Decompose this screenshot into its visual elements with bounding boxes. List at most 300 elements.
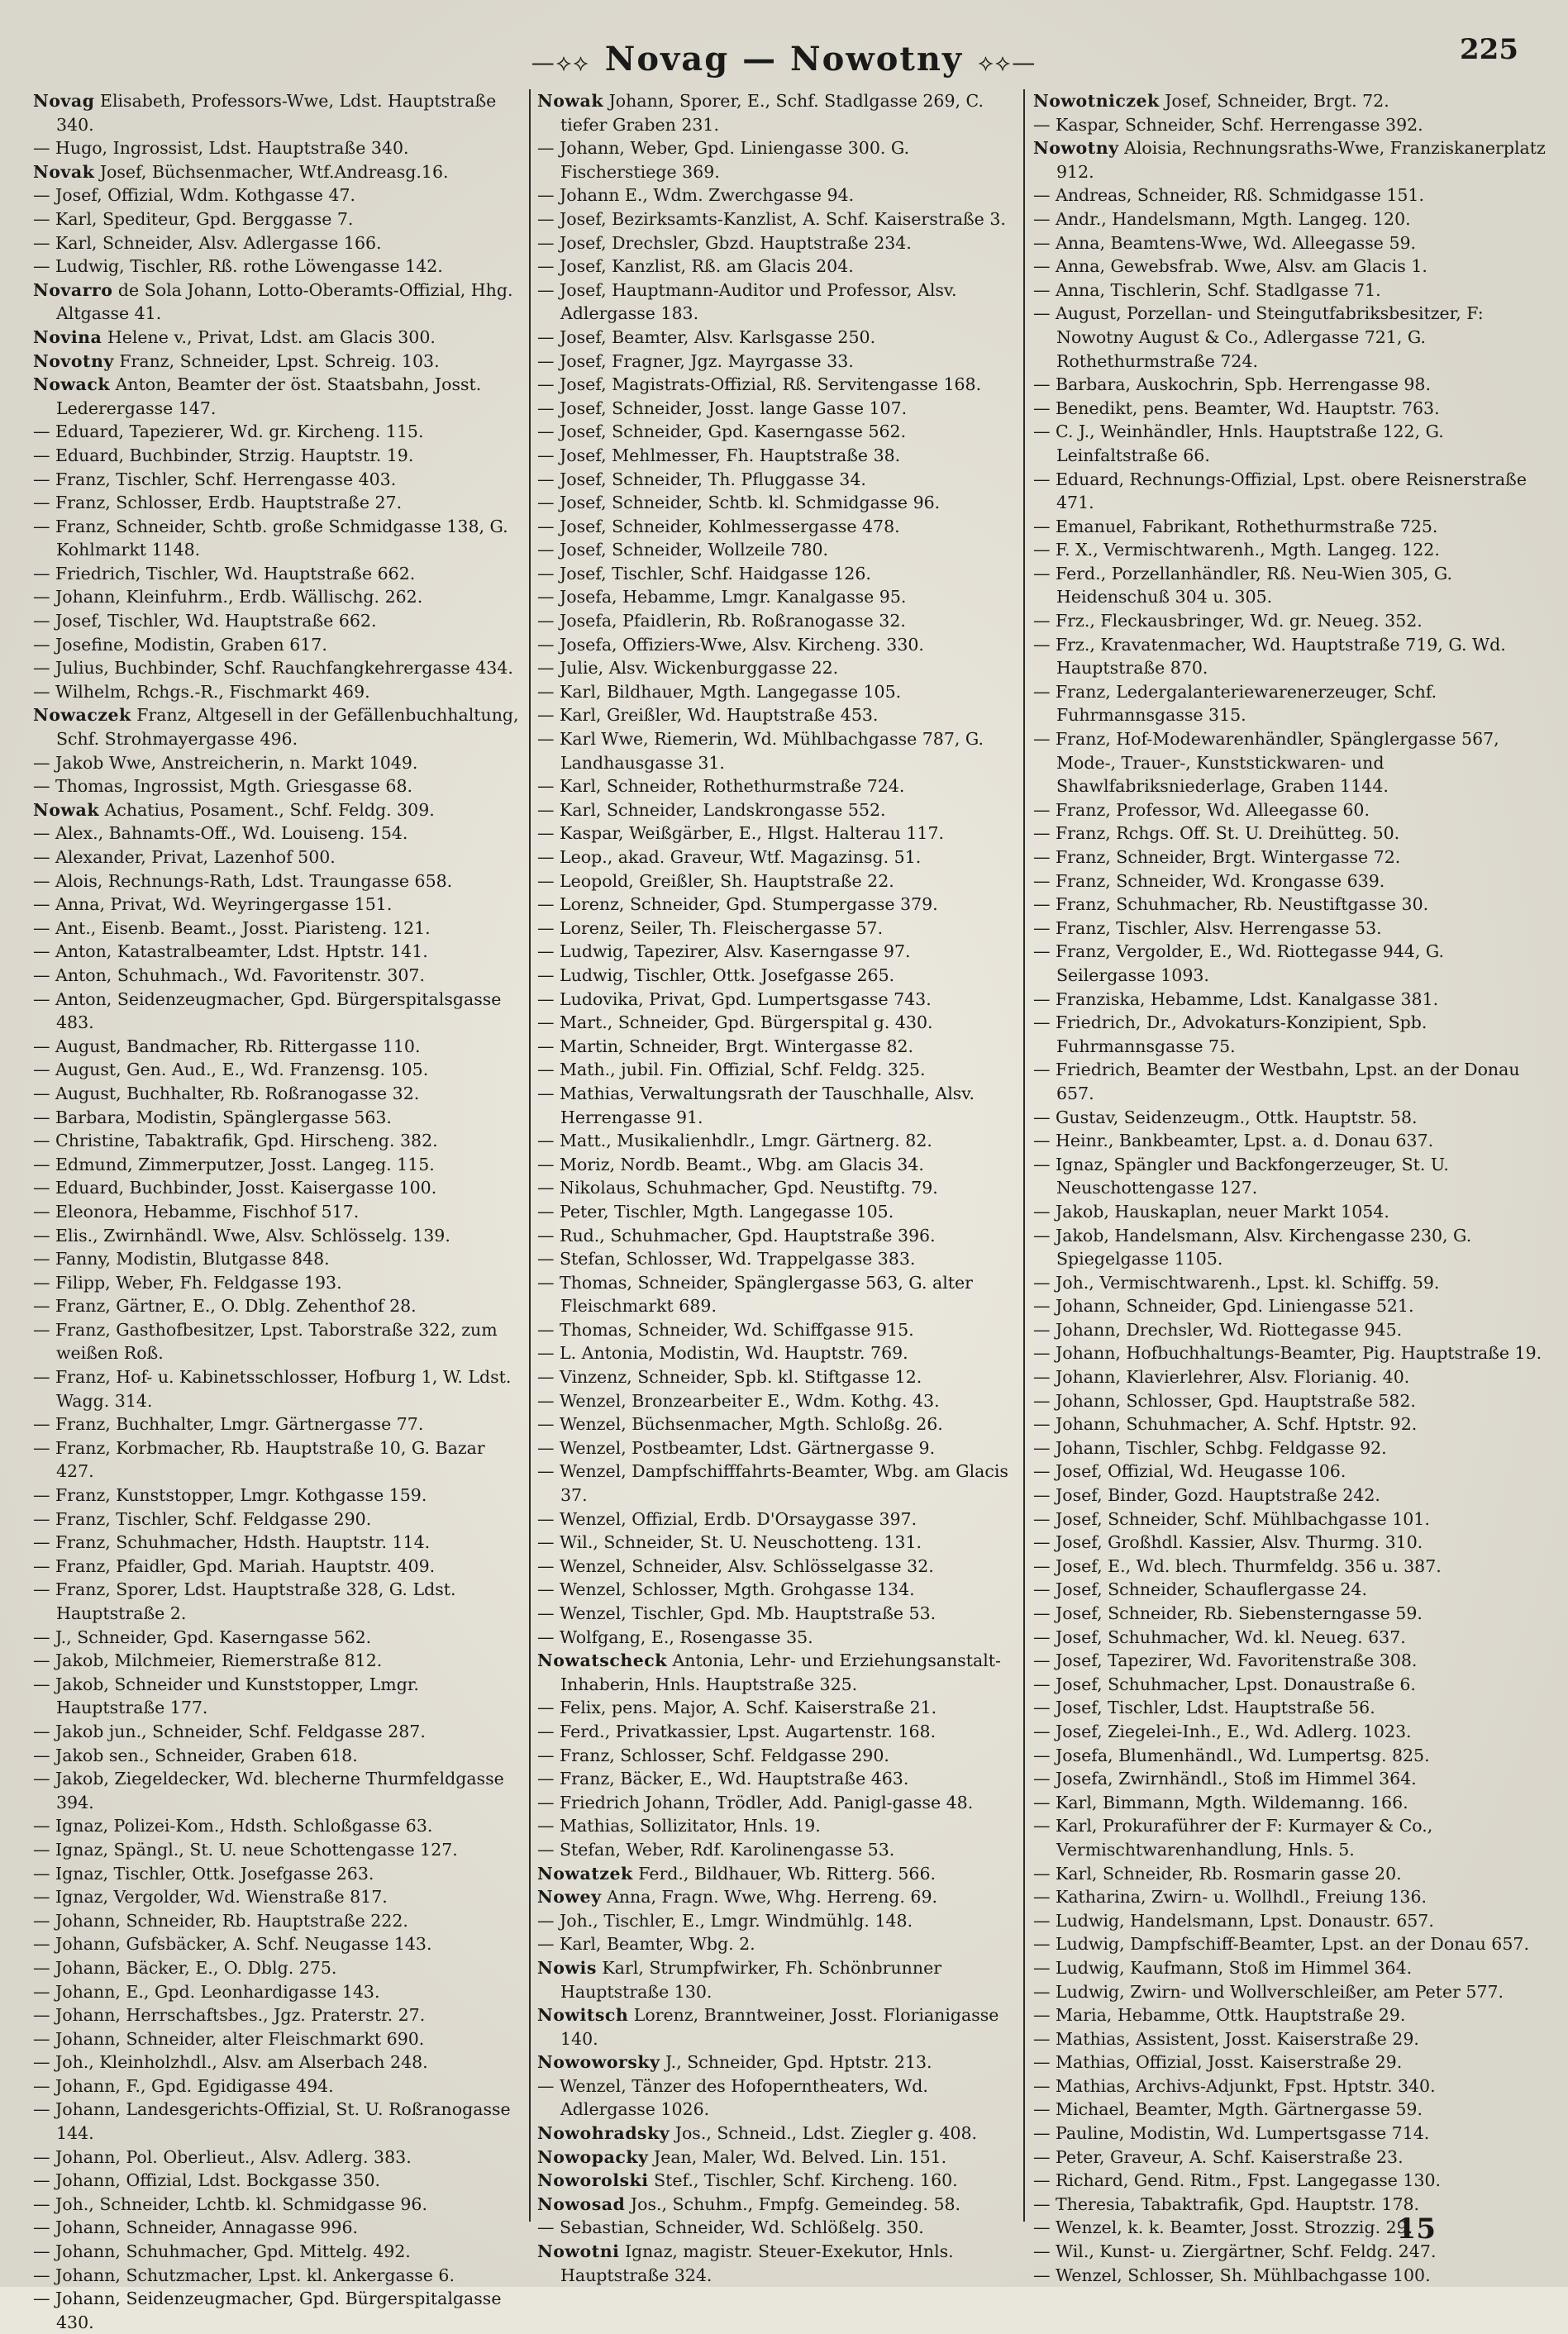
ornament-right: ⟡⟡— <box>978 49 1037 76</box>
entry-text: — Josef, Schuhmacher, Wd. kl. Neueg. 637. <box>1033 1627 1406 1647</box>
directory-entry <box>33 869 521 893</box>
entry-text: — Johann, Pol. Oberlieut., Alsv. Adlerg. 383. <box>33 2146 412 2167</box>
entry-text: — Theresia, Tabaktrafik, Gpd. Hauptstr. 178. <box>1033 2193 1420 2214</box>
directory-entry <box>537 893 1017 917</box>
directory-entry <box>537 326 1017 350</box>
entry-text: — Jakob jun., Schneider, Schf. Feldgasse 287. <box>33 1721 426 1741</box>
entry-text: — Josef, Schneider, Kohlmessergasse 478. <box>537 516 900 536</box>
entry-text: — Franz, Sporer, Ldst. Hauptstraße 328, G. Ldst. Hauptstraße 2. <box>33 1579 456 1623</box>
entry-surname: Nowosad <box>537 2193 626 2214</box>
entry-text: — Josef, Offizial, Wdm. Kothgasse 47. <box>33 185 356 206</box>
entry-surname: Nowatscheck <box>537 1650 667 1671</box>
entry-text: — Franz, Tischler, Schf. Herrengasse 403. <box>33 469 397 489</box>
entry-text: — Ludwig, Tapezirer, Alsv. Kaserngasse 97. <box>537 941 911 962</box>
directory-entry <box>33 89 521 136</box>
directory-entry <box>33 964 521 988</box>
directory-entry <box>537 1909 1017 1933</box>
entry-text: — F. X., Vermischtwarenh., Mgth. Langeg. 122. <box>1033 540 1440 560</box>
directory-entry <box>1033 1673 1546 1697</box>
directory-entry <box>1033 1862 1546 1886</box>
entry-text: — Jakob, Handelsmann, Alsv. Kirchengasse 230, G. Spiegelgasse 1105. <box>1033 1225 1472 1269</box>
directory-entry <box>33 2240 521 2264</box>
entry-text: — Josef, E., Wd. blech. Thurmfeldg. 356 u. 387. <box>1033 1555 1442 1576</box>
entry-text: — Karl, Bildhauer, Mgth. Langegasse 105. <box>537 681 902 702</box>
entry-text: — Edmund, Zimmerputzer, Josst. Langeg. 115. <box>33 1154 435 1174</box>
entry-text: — Johann, Schuhmacher, Gpd. Mittelg. 492. <box>33 2241 411 2262</box>
entry-text: — Johann, Klavierlehrer, Alsv. Florianig. 40. <box>1033 1367 1410 1388</box>
entry-text: — Ludovika, Privat, Gpd. Lumpertsgasse 743. <box>537 988 932 1009</box>
directory-entry <box>33 183 521 207</box>
directory-entry <box>1033 1885 1546 1909</box>
directory-columns <box>33 89 1546 2332</box>
entry-text: — Wenzel, Postbeamter, Ldst. Gärtnergasse 9. <box>537 1437 936 1458</box>
entry-text: — Franz, Schuhmacher, Rb. Neustiftgasse 30. <box>1033 894 1429 915</box>
directory-entry <box>33 1200 521 1224</box>
directory-entry <box>1033 1696 1546 1720</box>
directory-entry <box>33 1578 521 1625</box>
directory-entry <box>537 2122 1017 2146</box>
directory-entry <box>537 1885 1017 1909</box>
directory-entry <box>33 2216 521 2240</box>
directory-entry <box>1033 183 1546 207</box>
entry-text: — Johann, Schneider, alter Fleischmarkt 690. <box>33 2028 425 2049</box>
entry-text: — Franz, Ledergalanteriewarenerzeuger, Schf. Fuhrmannsgasse 315. <box>1033 681 1437 726</box>
entry-text: — Leop., akad. Graveur, Wtf. Magazinsg. 51. <box>537 847 922 867</box>
entry-text: — Franz, Gasthofbesitzer, Lpst. Taborstraße 322, zum weißen Roß. <box>33 1319 498 1364</box>
directory-entry <box>537 89 1017 136</box>
directory-entry <box>33 1885 521 1909</box>
entry-text: — Jakob, Hauskaplan, neuer Markt 1054. <box>1033 1201 1389 1222</box>
entry-text: — Wenzel, Tänzer des Hofoperntheaters, Wd. Adlergasse 1026. <box>537 2075 928 2120</box>
entry-text: — Anton, Schuhmach., Wd. Favoritenstr. 307. <box>33 965 425 985</box>
directory-entry <box>1033 822 1546 845</box>
entry-text: — Wenzel, Tischler, Gpd. Mb. Hauptstraße 53. <box>537 1603 937 1623</box>
entry-text: Stef., Tischler, Schf. Kircheng. 160. <box>654 2170 958 2191</box>
entry-text: — Fanny, Modistin, Blutgasse 848. <box>33 1249 330 1269</box>
directory-entry <box>33 680 521 704</box>
entry-text: — August, Gen. Aud., E., Wd. Franzensg. 105. <box>33 1060 429 1080</box>
directory-entry <box>33 1436 521 1484</box>
directory-entry <box>33 1862 521 1886</box>
entry-text: — Friedrich Johann, Trödler, Add. Panigl-gasse 48. <box>537 1792 974 1812</box>
entry-text: — Alois, Rechnungs-Rath, Ldst. Traungasse 658. <box>33 870 453 891</box>
directory-entry <box>33 2003 521 2027</box>
entry-text: — Josef, Tischler, Wd. Hauptstraße 662. <box>33 611 377 631</box>
directory-entry <box>1033 2051 1546 2074</box>
directory-entry <box>33 491 521 515</box>
directory-entry <box>1033 136 1546 183</box>
directory-entry <box>1033 468 1546 515</box>
entry-surname: Nowotniczek <box>1033 91 1160 111</box>
directory-entry <box>33 1720 521 1744</box>
directory-entry <box>537 1058 1017 1082</box>
entry-text: — Mathias, Verwaltungsrath der Tauschhalle, Alsv. Herrengasse 91. <box>537 1083 975 1127</box>
entry-text: — Franz, Bäcker, E., Wd. Hauptstraße 463. <box>537 1769 909 1789</box>
entry-text: — Karl, Prokuraführer der F: Kurmayer & Co., Vermischtwarenhandlung, Hnls. 5. <box>1033 1816 1433 1860</box>
directory-entry <box>33 1484 521 1508</box>
entry-surname: Nowak <box>33 799 100 820</box>
entry-text: — Ant., Eisenb. Beamt., Josst. Piaristeng. 121. <box>33 917 431 938</box>
entry-text: — Franz, Tischler, Schf. Feldgasse 290. <box>33 1508 372 1529</box>
entry-text: — Nikolaus, Schuhmacher, Gpd. Neustiftg. 79. <box>537 1178 938 1198</box>
signature-mark: 15 <box>1396 2213 1436 2246</box>
directory-entry <box>537 1932 1017 1956</box>
directory-entry <box>537 1247 1017 1271</box>
directory-entry <box>33 585 521 609</box>
directory-entry <box>1033 1341 1546 1365</box>
entry-text: — Karl, Bimmann, Mgth. Wildemanng. 166. <box>1033 1792 1408 1812</box>
entry-text: — Julius, Buchbinder, Schf. Rauchfangkehrergasse 434. <box>33 658 513 679</box>
entry-text: — Anton, Katastralbeamter, Ldst. Hptstr. 141. <box>33 941 428 962</box>
entry-text: — August, Buchhalter, Rb. Roßranogasse 32. <box>33 1083 420 1103</box>
directory-entry <box>33 1767 521 1814</box>
entry-text: — Wenzel, Dampfschifffahrts-Beamter, Wbg. am Glacis 37. <box>537 1461 1008 1506</box>
entry-text: — Josef, Schneider, Rb. Siebensterngasse 59. <box>1033 1603 1423 1623</box>
directory-entry <box>537 538 1017 562</box>
entry-text: — Karl, Schneider, Rb. Rosmarin gasse 20. <box>1033 1863 1402 1884</box>
directory-entry <box>537 2146 1017 2170</box>
entry-text: — Josef, Offizial, Wd. Heugasse 106. <box>1033 1461 1346 1482</box>
entry-text: — August, Bandmacher, Rb. Rittergasse 110. <box>33 1036 421 1056</box>
directory-entry <box>33 988 521 1035</box>
entry-text: — Franz, Buchhalter, Lmgr. Gärtnergasse 77. <box>33 1414 424 1435</box>
entry-text: — Josef, Schneider, Wollzeile 780. <box>537 540 829 560</box>
directory-entry <box>1033 1389 1546 1413</box>
entry-text: — Franz, Schneider, Brgt. Wintergasse 72. <box>1033 847 1401 867</box>
directory-entry <box>33 845 521 869</box>
directory-entry <box>33 207 521 231</box>
directory-entry <box>33 1673 521 1720</box>
entry-text: — Jakob, Milchmeier, Riemerstraße 812. <box>33 1650 383 1671</box>
directory-entry <box>1033 2074 1546 2098</box>
entry-text: — Lorenz, Seiler, Th. Fleischergasse 57. <box>537 917 884 938</box>
entry-text: — Filipp, Weber, Fh. Feldgasse 193. <box>33 1272 342 1293</box>
directory-entry <box>33 1365 521 1412</box>
entry-text: — Jakob sen., Schneider, Graben 618. <box>33 1745 358 1765</box>
entry-text: — Josef, Tischler, Schf. Haidgasse 126. <box>537 563 871 584</box>
entry-text: — Friedrich, Beamter der Westbahn, Lpst. an der Donau 657. <box>1033 1060 1520 1103</box>
entry-surname: Nowoworsky <box>537 2052 660 2073</box>
entry-text: Johann, Sporer, E., Schf. Stadlgasse 269, C. tiefer Graben 231. <box>560 91 984 135</box>
directory-entry <box>1033 1294 1546 1318</box>
directory-entry <box>537 1956 1017 2003</box>
directory-entry <box>537 1176 1017 1200</box>
entry-text: — Josef, Großhdl. Kassier, Alsv. Thurmg. 310. <box>1033 1532 1423 1553</box>
entry-text: Antonia, Lehr- und Erziehungsanstalt-Inhaberin, Hnls. Hauptstraße 325. <box>560 1650 1001 1694</box>
entry-text: — Josef, Beamter, Alsv. Karlsgasse 250. <box>537 326 876 347</box>
entry-text: — Peter, Graveur, A. Schf. Kaiserstraße 23. <box>1033 2146 1404 2167</box>
directory-entry <box>1033 869 1546 893</box>
entry-text: — Benedikt, pens. Beamter, Wd. Hauptstr. 763. <box>1033 398 1440 418</box>
entry-text: — Wolfgang, E., Rosengasse 35. <box>537 1627 813 1647</box>
directory-entry <box>537 491 1017 515</box>
entry-surname: Nowaczek <box>33 705 131 726</box>
directory-entry <box>537 2216 1017 2240</box>
directory-entry <box>537 373 1017 397</box>
directory-entry <box>33 279 521 326</box>
directory-entry <box>33 562 521 586</box>
entry-text: — Franz, Hof-Modewarenhändler, Spänglergasse 567, Mode-, Trauer-, Kunststickwaren- und Shawlfabriksniederlage, Graben 1144. <box>1033 729 1499 797</box>
directory-entry <box>1033 1555 1546 1579</box>
entry-text: — L. Antonia, Modistin, Wd. Hauptstr. 769. <box>537 1343 908 1364</box>
directory-entry <box>33 2051 521 2074</box>
directory-entry <box>33 656 521 680</box>
entry-text: — Frz., Fleckausbringer, Wd. gr. Neueg. 352. <box>1033 611 1423 631</box>
directory-entry <box>1033 1129 1546 1153</box>
entry-text: — Ludwig, Dampfschiff-Beamter, Lpst. an der Donau 657. <box>1033 1934 1529 1955</box>
entry-text: — Karl, Beamter, Wbg. 2. <box>537 1934 755 1955</box>
directory-entry <box>537 585 1017 609</box>
directory-entry <box>537 964 1017 988</box>
entry-text: Anton, Beamter der öst. Staatsbahn, Josst. Lederergasse 147. <box>56 374 482 418</box>
directory-entry <box>33 420 521 444</box>
directory-entry <box>537 350 1017 374</box>
directory-entry <box>537 1814 1017 1838</box>
directory-entry <box>537 1412 1017 1436</box>
entry-text: — Jakob, Ziegeldecker, Wd. blecherne Thurmfeldgasse 394. <box>33 1769 504 1812</box>
directory-entry <box>1033 2240 1546 2264</box>
directory-entry <box>537 1460 1017 1507</box>
directory-entry <box>537 397 1017 421</box>
directory-entry <box>33 255 521 279</box>
directory-entry <box>33 1932 521 1956</box>
directory-entry <box>537 1744 1017 1768</box>
entry-text: — Ludwig, Tischler, Ottk. Josefgasse 265. <box>537 965 895 985</box>
directory-entry <box>1033 2027 1546 2051</box>
entry-text: — Leopold, Greißler, Sh. Hauptstraße 22. <box>537 870 894 891</box>
entry-text: — Ludwig, Zwirn- und Wollverschleißer, am Peter 577. <box>1033 1981 1504 2002</box>
entry-text: — Ferd., Porzellanhändler, Rß. Neu-Wien 305, G. Heidenschuß 304 u. 305. <box>1033 563 1452 607</box>
directory-entry <box>1033 1767 1546 1791</box>
entry-text: — Ignaz, Tischler, Ottk. Josefgasse 263. <box>33 1863 374 1884</box>
entry-text: — Josefa, Hebamme, Lmgr. Kanalgasse 95. <box>537 587 907 607</box>
directory-entry <box>33 1129 521 1153</box>
directory-entry <box>33 893 521 917</box>
entry-text: — Felix, pens. Major, A. Schf. Kaiserstraße 21. <box>537 1698 937 1718</box>
entry-text: — Franz, Vergolder, E., Wd. Riottegasse 944, G. Seilergasse 1093. <box>1033 941 1445 985</box>
entry-text: — Kaspar, Schneider, Schf. Herrengasse 392. <box>1033 114 1423 135</box>
directory-entry <box>1033 893 1546 917</box>
directory-entry <box>537 562 1017 586</box>
entry-text: Franz, Schneider, Lpst. Schreig. 103. <box>119 350 440 371</box>
directory-entry <box>1033 1106 1546 1130</box>
directory-entry <box>33 1082 521 1106</box>
entry-text: Helene v., Privat, Ldst. am Glacis 300. <box>107 326 436 347</box>
entry-text: — Barbara, Auskochrin, Spb. Herrengasse 98. <box>1033 374 1431 395</box>
directory-entry <box>33 326 521 350</box>
directory-entry <box>537 2074 1017 2122</box>
directory-entry <box>33 1838 521 1862</box>
entry-text: — Franz, Schuhmacher, Hdsth. Hauptstr. 114. <box>33 1532 431 1553</box>
directory-entry <box>537 1602 1017 1626</box>
directory-entry <box>33 2074 521 2098</box>
directory-entry <box>1033 917 1546 941</box>
entry-text: — Julie, Alsv. Wickenburggasse 22. <box>537 658 839 679</box>
entry-surname: Noworolski <box>537 2170 649 2191</box>
entry-text: — Sebastian, Schneider, Wd. Schlößelg. 350. <box>537 2217 924 2238</box>
directory-entry <box>1033 1200 1546 1224</box>
directory-entry <box>1033 680 1546 727</box>
directory-entry <box>33 1555 521 1579</box>
entry-text: — Josef, Tischler, Ldst. Hauptstraße 56. <box>1033 1698 1375 1718</box>
directory-entry <box>33 633 521 657</box>
directory-entry <box>537 2051 1017 2074</box>
directory-entry <box>537 1153 1017 1177</box>
entry-text: — Wenzel, Offizial, Erdb. D'Orsaygasse 397. <box>537 1508 917 1529</box>
entry-text: — Karl, Spediteur, Gpd. Berggasse 7. <box>33 208 354 229</box>
entry-text: — Thomas, Ingrossist, Mgth. Griesgasse 68. <box>33 776 413 797</box>
entry-text: Ignaz, magistr. Steuer-Exekutor, Hnls. Hauptstraße 324. <box>560 2241 954 2285</box>
directory-entry <box>1033 207 1546 231</box>
entry-text: — Johann, Schneider, Annagasse 996. <box>33 2217 359 2238</box>
directory-entry <box>1033 727 1546 798</box>
entry-text: — Johann, Seidenzeugmacher, Gpd. Bürgerspitalgasse 430. <box>33 2289 502 2332</box>
entry-text: — Josef, Tapezirer, Wd. Favoritenstraße 308. <box>1033 1650 1418 1671</box>
directory-entry <box>537 1626 1017 1650</box>
directory-entry <box>1033 1791 1546 1815</box>
directory-entry <box>33 1508 521 1531</box>
entry-text: — Franz, Schlosser, Schf. Feldgasse 290. <box>537 1745 889 1765</box>
directory-entry <box>537 1224 1017 1248</box>
page-header <box>33 25 1535 79</box>
directory-entry <box>1033 2264 1546 2288</box>
entry-text: — Franz, Professor, Wd. Alleegasse 60. <box>1033 799 1370 820</box>
entry-text: — Andreas, Schneider, Rß. Schmidgasse 151. <box>1033 185 1424 206</box>
directory-entry <box>537 1531 1017 1555</box>
entry-text: — Johann, F., Gpd. Egidigasse 494. <box>33 2075 334 2096</box>
directory-entry <box>33 798 521 822</box>
directory-entry <box>33 444 521 468</box>
entry-text: — Mathias, Archivs-Adjunkt, Fpst. Hptstr. 340. <box>1033 2075 1436 2096</box>
entry-text: — Franz, Tischler, Alsv. Herrengasse 53. <box>1033 917 1382 938</box>
directory-entry <box>33 2098 521 2145</box>
entry-text: — Josef, Schuhmacher, Lpst. Donaustraße 6. <box>1033 1674 1416 1694</box>
entry-text: — Josef, Hauptmann-Auditor und Professor, Alsv. Adlergasse 183. <box>537 279 957 324</box>
entry-text: — Anna, Privat, Wd. Weyringergasse 151. <box>33 894 393 915</box>
entry-text: — Pauline, Modistin, Wd. Lumpertsgasse 714. <box>1033 2123 1430 2144</box>
entry-surname: Novag <box>33 91 95 111</box>
directory-entry <box>537 207 1017 231</box>
directory-entry <box>1033 1932 1546 1956</box>
entry-text: — Josef, Drechsler, Gbzd. Hauptstraße 234. <box>537 232 912 253</box>
page-number: 225 <box>1460 33 1518 66</box>
entry-text: — Rud., Schuhmacher, Gpd. Hauptstraße 396. <box>537 1225 936 1246</box>
directory-entry <box>537 609 1017 633</box>
directory-entry <box>1033 1271 1546 1295</box>
directory-entry <box>537 1436 1017 1460</box>
directory-entry <box>537 703 1017 727</box>
directory-entry <box>33 1744 521 1768</box>
entry-text: — Johann, Tischler, Schbg. Feldgasse 92. <box>1033 1437 1387 1458</box>
entry-text: — Hugo, Ingrossist, Ldst. Hauptstraße 340. <box>33 138 409 159</box>
directory-entry <box>1033 302 1546 373</box>
entry-text: — Thomas, Schneider, Spänglergasse 563, G. alter Fleischmarkt 689. <box>537 1272 973 1317</box>
entry-text: — Moriz, Nordb. Beamt., Wbg. am Glacis 34. <box>537 1154 924 1174</box>
entry-text: — Josef, Schneider, Schtb. kl. Schmidgasse 96. <box>537 493 941 513</box>
entry-text: — Wenzel, Schlosser, Sh. Mühlbachgasse 100. <box>1033 2265 1431 2285</box>
entry-text: — Eduard, Rechnungs-Offizial, Lpst. obere Reisnerstraße 471. <box>1033 469 1527 513</box>
entry-text: — Christine, Tabaktrafik, Gpd. Hirscheng. 382. <box>33 1131 438 1151</box>
directory-entry <box>1033 89 1546 113</box>
entry-text: — Heinr., Bankbeamter, Lpst. a. d. Donau 637. <box>1033 1131 1434 1151</box>
entry-text: — Eduard, Tapezierer, Wd. gr. Kircheng. 115. <box>33 422 424 442</box>
entry-text: — Alexander, Privat, Lazenhof 500. <box>33 847 336 867</box>
entry-text: — Emanuel, Fabrikant, Rothethurmstraße 725. <box>1033 516 1438 536</box>
directory-entry <box>537 1862 1017 1886</box>
entry-text: — Stefan, Schlosser, Wd. Trappelgasse 383. <box>537 1249 916 1269</box>
entry-text: — Johann, Schuhmacher, A. Schf. Hptstr. 92. <box>1033 1414 1418 1435</box>
directory-entry <box>537 444 1017 468</box>
directory-entry <box>537 1791 1017 1815</box>
entry-text: — Johann, Schlosser, Gpd. Hauptstraße 582. <box>1033 1390 1416 1411</box>
directory-entry <box>537 1720 1017 1744</box>
directory-entry <box>1033 1484 1546 1508</box>
directory-entry <box>1033 609 1546 633</box>
entry-surname: Novina <box>33 326 102 347</box>
entry-text: — Johann, Weber, Gpd. Liniengasse 300. G. Fischerstiege 369. <box>537 138 910 182</box>
entry-text: — Franz, Kunststopper, Lmgr. Kothgasse 159. <box>33 1485 427 1506</box>
directory-entry <box>33 160 521 184</box>
directory-entry <box>33 2287 521 2334</box>
directory-entry <box>537 1649 1017 1696</box>
directory-entry <box>1033 1814 1546 1861</box>
directory-entry <box>537 633 1017 657</box>
directory-entry <box>1033 538 1546 562</box>
directory-entry <box>1033 2146 1546 2170</box>
directory-entry <box>537 279 1017 326</box>
entry-text: — Peter, Tischler, Mgth. Langegasse 105. <box>537 1201 894 1222</box>
directory-entry <box>33 231 521 255</box>
entry-surname: Novak <box>33 161 95 182</box>
entry-text: — Michael, Beamter, Mgth. Gärtnergasse 59. <box>1033 2099 1423 2120</box>
directory-entry <box>1033 845 1546 869</box>
directory-entry <box>537 1011 1017 1035</box>
directory-entry <box>1033 2122 1546 2146</box>
directory-entry <box>33 774 521 798</box>
directory-entry <box>537 1200 1017 1224</box>
directory-entry <box>537 468 1017 492</box>
directory-entry <box>1033 1649 1546 1673</box>
directory-entry <box>537 727 1017 774</box>
directory-entry <box>537 1767 1017 1791</box>
entry-text: — Johann E., Wdm. Zwerchgasse 94. <box>537 185 855 206</box>
directory-entry <box>537 845 1017 869</box>
directory-entry <box>537 798 1017 822</box>
entry-text: — Mathias, Sollizitator, Hnls. 19. <box>537 1816 821 1836</box>
directory-entry <box>1033 798 1546 822</box>
entry-text: Jos., Schuhm., Fmpfg. Gemeindeg. 58. <box>630 2193 961 2214</box>
entry-text: — Eleonora, Hebamme, Fischhof 517. <box>33 1201 360 1222</box>
entry-text: — Martin, Schneider, Brgt. Wintergasse 82. <box>537 1036 914 1056</box>
entry-text: — Maria, Hebamme, Ottk. Hauptstraße 29. <box>1033 2005 1406 2026</box>
entry-text: — Ignaz, Vergolder, Wd. Wienstraße 817. <box>33 1887 388 1908</box>
entry-text: — Johann, Drechsler, Wd. Riottegasse 945. <box>1033 1319 1403 1340</box>
entry-text: — Jakob Wwe, Anstreicherin, n. Markt 1049. <box>33 752 418 773</box>
entry-text: — J., Schneider, Gpd. Kaserngasse 562. <box>33 1627 372 1647</box>
entry-text: — Josef, Binder, Gozd. Hauptstraße 242. <box>1033 1485 1380 1506</box>
entry-text: — Franziska, Hebamme, Ldst. Kanalgasse 381. <box>1033 988 1439 1009</box>
entry-text: — Joh., Kleinholzhdl., Alsv. am Alserbach 248. <box>33 2052 428 2073</box>
directory-entry <box>537 136 1017 183</box>
directory-entry <box>33 822 521 845</box>
entry-text: — Johann, Schneider, Rb. Hauptstraße 222. <box>33 1910 408 1931</box>
directory-entry <box>33 373 521 420</box>
entry-text: — Johann, Gufsbäcker, A. Schf. Neugasse 143. <box>33 1934 432 1955</box>
entry-text: — Eduard, Buchbinder, Strzig. Hauptstr. 19. <box>33 445 414 465</box>
entry-text: — Stefan, Weber, Rdf. Karolinengasse 53. <box>537 1839 895 1860</box>
entry-surname: Novotny <box>33 350 114 371</box>
entry-text: — Johann, Offizial, Ldst. Bockgasse 350. <box>33 2170 381 2191</box>
